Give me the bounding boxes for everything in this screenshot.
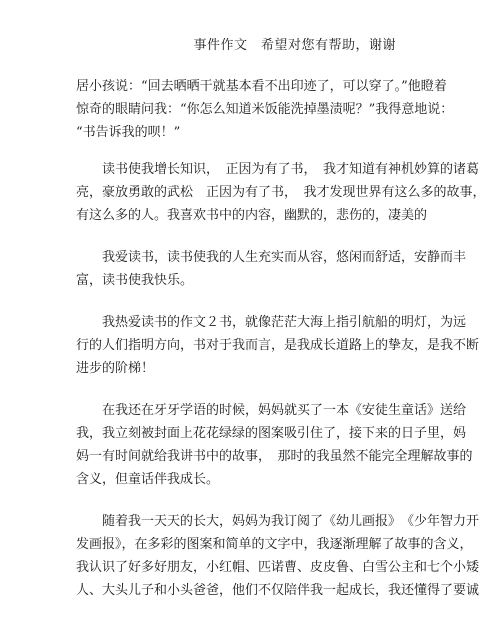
text-line: 妈一有时间就给我讲书中的故事， 那时的我虽然不能完全理解故事的 bbox=[76, 449, 473, 464]
paragraph-4 bbox=[76, 311, 480, 380]
text-line: 进步的阶梯！ bbox=[76, 361, 155, 376]
text-line: 亮，豪放勇敢的武松 正因为有了书， 我才发现世界有这么多的故事， bbox=[76, 185, 486, 200]
text-line: 富，读书使我快乐。 bbox=[76, 273, 194, 288]
document-body bbox=[76, 75, 486, 621]
text-line: “书告诉我的呗！” bbox=[76, 125, 181, 140]
page-header: 事件作文 希望对您有帮助，谢谢 bbox=[193, 38, 396, 53]
text-line: 随着我一天天的长大，妈妈为我订阅了《幼儿画报》 《少年智力开 bbox=[76, 514, 480, 529]
text-line: 读书使我增长知识， 正因为有了书， 我才知道有神机妙算的诸葛 bbox=[76, 162, 480, 177]
text-line: 我，我立刻被封面上花花绿绿的图案吸引住了，接下来的日子里，妈 bbox=[76, 426, 467, 441]
paragraph-6 bbox=[76, 510, 480, 602]
text-line: 居小孩说：“回去晒晒干就基本看不出印迹了，可以穿了。”他瞪着 bbox=[76, 79, 447, 94]
paragraph-5 bbox=[76, 399, 473, 491]
text-line: 含义，但童话伴我成长。 bbox=[76, 472, 220, 487]
text-line: 惊奇的眼睛问我：“你怎么知道米饭能洗掉墨渍呢？”我得意地说： bbox=[76, 102, 454, 117]
paragraph-1 bbox=[76, 75, 454, 144]
text-line: 我热爱读书的作文２书，就像茫茫大海上指引航船的明灯，为远 bbox=[76, 315, 467, 330]
paragraph-2 bbox=[76, 158, 486, 227]
text-line: 我认识了好多好朋友，小红帽、匹诺曹、皮皮鲁、白雪公主和七个小矮 bbox=[76, 560, 480, 575]
text-line: 我爱读书，读书使我的人生充实而从容，悠闲而舒适，安静而丰 bbox=[76, 250, 467, 265]
text-line: 人、大头儿子和小头爸爸，他们不仅陪伴我一起成长，我还懂得了要诚 bbox=[76, 583, 480, 598]
text-line: 有这么多的人。我喜欢书中的内容，幽默的，悲伤的，凄美的 bbox=[76, 208, 428, 223]
paragraph-3 bbox=[76, 246, 467, 292]
text-line: 发画报》，在多彩的图案和简单的文字中，我逐渐理解了故事的含义， bbox=[76, 537, 473, 552]
text-line: 行的人们指明方向，书对于我而言，是我成长道路上的挚友，是我不断 bbox=[76, 338, 480, 353]
text-line: 在我还在牙牙学语的时候，妈妈就买了一本《安徒生童话》送给 bbox=[76, 403, 467, 418]
